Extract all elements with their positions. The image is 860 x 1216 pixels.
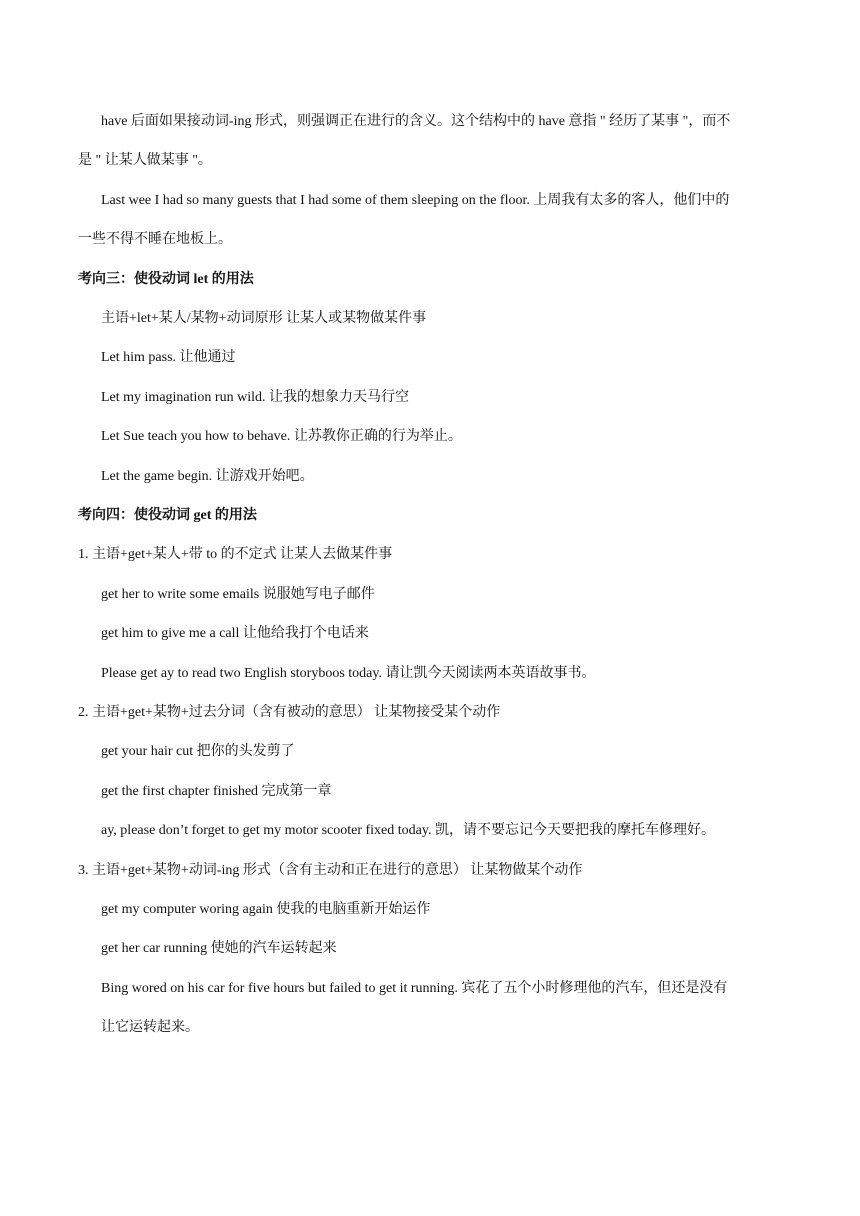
- text-line: [0, 703, 860, 723]
- text-line: [0, 112, 860, 132]
- line-text: 3. 主语+get+某物+动词-ing 形式（含有主动和正在进行的意思） 让某物做某个动作: [78, 863, 583, 878]
- line-text: have 后面如果接动词-ing 形式，则强调正在进行的含义。这个结构中的 have 意指 " 经历了某事 "，而不: [101, 114, 731, 129]
- text-line: [0, 151, 860, 171]
- line-text: 是 " 让某人做某事 "。: [78, 153, 212, 168]
- text-line: [0, 348, 860, 368]
- text-line: [0, 309, 860, 329]
- text-line: [0, 1018, 860, 1038]
- line-text: Let him pass. 让他通过: [101, 350, 236, 365]
- line-text: Let my imagination run wild. 让我的想象力天马行空: [101, 390, 409, 405]
- text-line: [0, 230, 860, 250]
- text-line: [0, 939, 860, 959]
- line-text: get my computer woring again 使我的电脑重新开始运作: [101, 902, 431, 917]
- line-text: get the first chapter finished 完成第一章: [101, 784, 332, 799]
- text-line: [0, 861, 860, 881]
- text-line: [0, 585, 860, 605]
- line-text: get her to write some emails 说服她写电子邮件: [101, 587, 375, 602]
- text-line: [0, 545, 860, 565]
- line-text: Please get ay to read two English storyboos today. 请让凯今天阅读两本英语故事书。: [101, 666, 596, 681]
- text-line: [0, 467, 860, 487]
- text-line: [0, 782, 860, 802]
- line-text: get her car running 使她的汽车运转起来: [101, 941, 337, 956]
- section-heading: [0, 506, 860, 526]
- text-line: [0, 821, 860, 841]
- line-text: Let the game begin. 让游戏开始吧。: [101, 469, 314, 484]
- line-text: 1. 主语+get+某人+带 to 的不定式 让某人去做某件事: [78, 547, 393, 562]
- text-line: [0, 624, 860, 644]
- line-text: Bing wored on his car for five hours but failed to get it running. 宾花了五个小时修理他的汽车，但还是没有: [101, 981, 728, 996]
- text-line: [0, 742, 860, 762]
- line-text: ay, please don’t forget to get my motor scooter fixed today. 凯，请不要忘记今天要把我的摩托车修理好。: [101, 823, 715, 838]
- line-text: Last wee I had so many guests that I had some of them sleeping on the floor. 上周我有太多的客人，他们中的: [101, 193, 730, 208]
- section-heading: [0, 270, 860, 290]
- line-text: 2. 主语+get+某物+过去分词（含有被动的意思） 让某物接受某个动作: [78, 705, 501, 720]
- line-text: 主语+let+某人/某物+动词原形 让某人或某物做某件事: [101, 311, 427, 326]
- text-line: [0, 388, 860, 408]
- line-text: get your hair cut 把你的头发剪了: [101, 744, 295, 759]
- text-line: [0, 427, 860, 447]
- text-line: [0, 664, 860, 684]
- line-text: 让它运转起来。: [101, 1020, 199, 1035]
- text-line: [0, 979, 860, 999]
- text-line: [0, 191, 860, 211]
- line-text: get him to give me a call 让他给我打个电话来: [101, 626, 369, 641]
- heading-text: 考向三：使役动词 let 的用法: [78, 272, 254, 287]
- heading-text: 考向四：使役动词 get 的用法: [78, 508, 257, 523]
- line-text: Let Sue teach you how to behave. 让苏教你正确的行为举止。: [101, 429, 462, 444]
- text-line: [0, 900, 860, 920]
- line-text: 一些不得不睡在地板上。: [78, 232, 232, 247]
